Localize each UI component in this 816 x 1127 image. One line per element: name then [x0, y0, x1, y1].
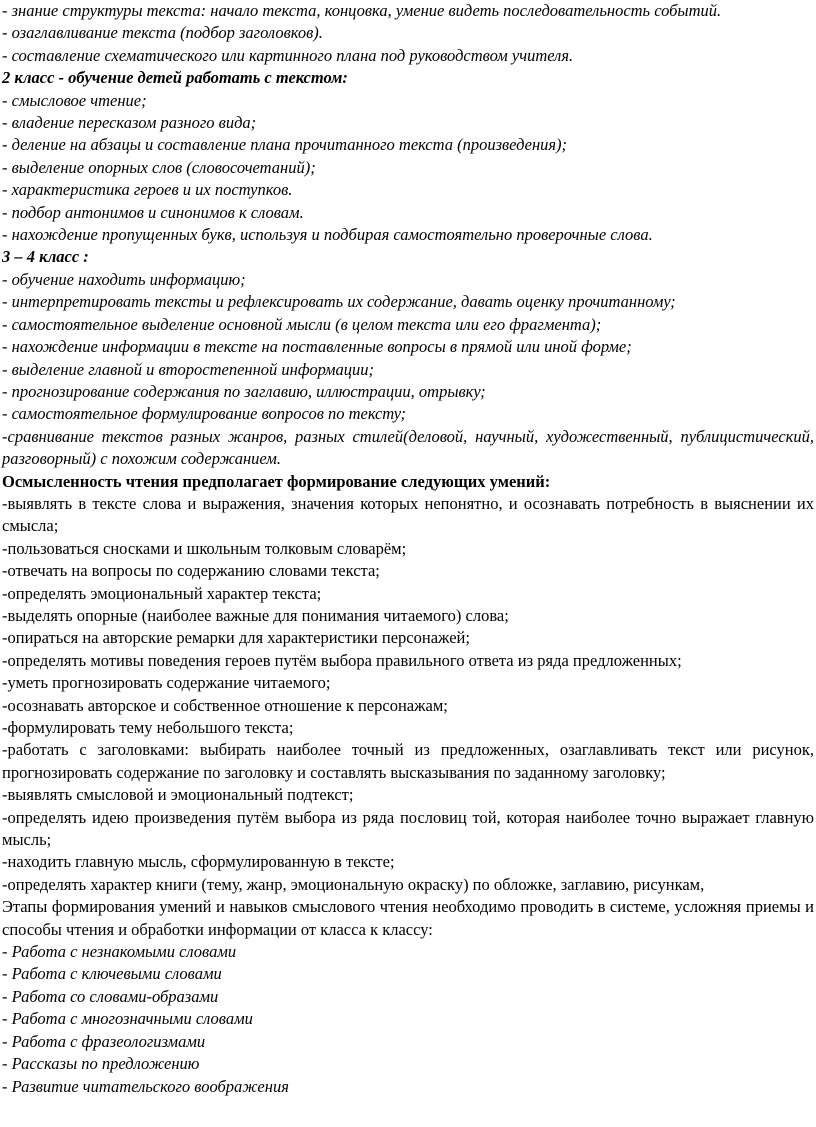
grade2-item: - владение пересказом разного вида; [2, 113, 257, 133]
skills-item: -опираться на авторские ремарки для характеристики персонажей; [2, 628, 470, 648]
work-item: - Работа с фразеологизмами [2, 1031, 206, 1051]
work-item: - Работа с ключевыми словами [2, 964, 222, 984]
skills-item: -выявлять смысловой и эмоциональный подтекст; [2, 785, 354, 805]
skills-item: -отвечать на вопросы по содержанию словами текста; [2, 561, 380, 581]
skills-item: -пользоваться сносками и школьным толковым словарём; [2, 538, 407, 558]
work-item: - Работа с многозначными словами [2, 1009, 253, 1029]
grade34-item: -сравнивание текстов разных жанров, разных стилей(деловой, научный, художественный, публицистический, разговорный) с похожим содержанием. [2, 426, 814, 469]
grade2-item: - характеристика героев и их поступков. [2, 180, 293, 200]
grade34-item: - интерпретировать тексты и рефлексировать их содержание, давать оценку прочитанному; [2, 292, 676, 312]
grade2-item: - смысловое чтение; [2, 90, 147, 110]
skills-item: -определять идею произведения путём выбора из ряда пословиц той, которая наиболее точно выражает главную мысль; [2, 807, 814, 850]
grade34-heading: 3 – 4 класс : [2, 247, 89, 267]
grade34-item: - обучение находить информацию; [2, 269, 246, 289]
grade2-heading: 2 класс - обучение детей работать с текстом: [2, 68, 348, 88]
work-item: - Развитие читательского воображения [2, 1076, 289, 1096]
skills-item: -определять мотивы поведения героев путём выбора правильного ответа из ряда предложенных; [2, 650, 682, 670]
skills-heading: Осмысленность чтения предполагает формирование следующих умений: [2, 471, 551, 491]
grade34-item: - прогнозирование содержания по заглавию, иллюстрации, отрывку; [2, 381, 486, 401]
skills-item: -уметь прогнозировать содержание читаемого; [2, 673, 331, 693]
grade34-item: - нахождение информации в тексте на поставленные вопросы в прямой или иной форме; [2, 337, 632, 357]
work-item: - Работа с незнакомыми словами [2, 942, 237, 962]
grade1-item: - составление схематического или картинного плана под руководством учителя. [2, 45, 574, 65]
skills-item: -определять характер книги (тему, жанр, эмоциональную окраску) по обложке, заглавию, рисункам, [2, 874, 705, 894]
stages-paragraph: Этапы формирования умений и навыков смыслового чтения необходимо проводить в системе, усложняя приемы и способы чтения и обработки информации от класса к классу: [2, 897, 814, 939]
skills-item: -выявлять в тексте слова и выражения, значения которых непонятно, и осознавать потребность в выяснении их смысла; [2, 493, 814, 536]
work-item: - Рассказы по предложению [2, 1054, 200, 1074]
grade2-item: - подбор антонимов и синонимов к словам. [2, 202, 304, 222]
skills-item: -формулировать тему небольшого текста; [2, 718, 294, 737]
grade2-item: - выделение опорных слов (словосочетаний); [2, 157, 316, 177]
skills-item: -работать с заголовками: выбирать наиболее точный из предложенных, озаглавливать текст или рисунок, прогнозировать содержание по заголовку и составлять высказывания по заданному заголовку; [2, 740, 814, 782]
skills-item: -определять эмоциональный характер текста; [2, 583, 322, 603]
grade2-item: - деление на абзацы и составление плана прочитанного текста (произведения); [2, 135, 568, 155]
grade34-item: - самостоятельное формулирование вопросов по тексту; [2, 404, 406, 424]
grade1-item: - озаглавливание текста (подбор заголовков). [2, 23, 323, 43]
grade2-item: - нахождение пропущенных букв, используя и подбирая самостоятельно проверочные слова. [2, 225, 653, 245]
skills-item: -осознавать авторское и собственное отношение к персонажам; [2, 695, 448, 715]
grade1-item: - знание структуры текста: начало текста, концовка, умение видеть последовательность событий. [2, 1, 722, 20]
grade34-item: - самостоятельное выделение основной мысли (в целом текста или его фрагмента); [2, 314, 602, 334]
skills-item: -находить главную мысль, сформулированную в тексте; [2, 852, 395, 872]
work-item: - Работа со словами-образами [2, 986, 219, 1006]
skills-item: -выделять опорные (наиболее важные для понимания читаемого) слова; [2, 605, 509, 625]
grade34-item: - выделение главной и второстепенной информации; [2, 359, 375, 379]
